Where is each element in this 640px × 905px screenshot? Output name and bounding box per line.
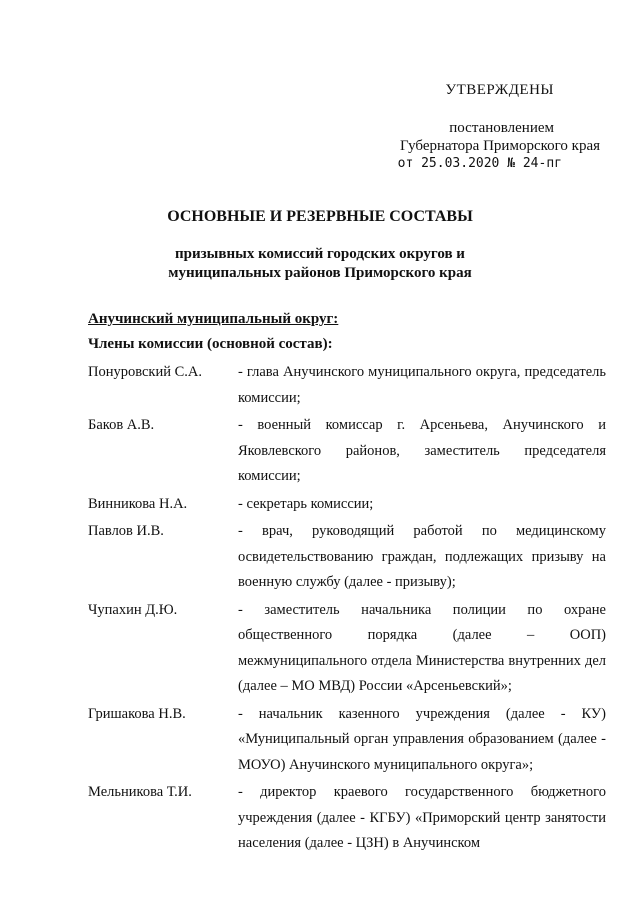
approved-stamp: УТВЕРЖДЕНЫ: [445, 82, 554, 98]
member-role: - заместитель начальника полиции по охране общественного порядка (далее – ООП) межмуниципального отдела Министерства внутренних дел (далее – МО МВД) России «Арсеньевский»;: [238, 601, 606, 694]
member-name: Винникова Н.А.: [88, 495, 188, 512]
member-role: - глава Анучинского муниципального округа, председатель комиссии;: [238, 364, 606, 406]
member-row: [88, 598, 606, 700]
member-name: Гришакова Н.В.: [88, 705, 186, 722]
member-row: [88, 519, 606, 596]
member-role: - секретарь комиссии;: [238, 495, 374, 512]
member-name: Павлов И.В.: [88, 523, 164, 539]
member-role: - начальник казенного учреждения (далее - КУ) «Муниципальный орган управления образованием (далее - МОУО) Анучинского муниципального округа»;: [238, 705, 606, 773]
member-row: [88, 492, 606, 518]
member-row: [88, 413, 606, 490]
member-role: - директор краевого государственного бюджетного учреждения (далее - КГБУ) «Приморский центр занятости населения (далее - ЦЗН) в Анучинском: [238, 784, 606, 851]
member-name: Мельникова Т.И.: [88, 784, 192, 800]
members-list: [88, 360, 606, 859]
governor-line: Губернатора Приморского края: [400, 138, 600, 154]
decree-date-number: от 25.03.2020 № 24-пг: [397, 156, 562, 171]
document-subtitle: [0, 245, 640, 283]
subtitle-line-1: призывных комиссий городских округов и: [175, 246, 465, 262]
member-row: [88, 780, 606, 857]
member-row: [88, 360, 606, 411]
member-role: - военный комиссар г. Арсеньева, Анучинского и Яковлевского районов, заместитель председателя комиссии;: [238, 417, 606, 484]
subtitle-line-2: муниципальных районов Приморского края: [168, 265, 472, 281]
members-heading: Члены комиссии (основной состав):: [88, 336, 333, 352]
member-role: - врач, руководящий работой по медицинскому освидетельствованию граждан, подлежащих призыву на военную службу (далее - призыву);: [238, 523, 606, 590]
document-title: ОСНОВНЫЕ И РЕЗЕРВНЫЕ СОСТАВЫ: [167, 208, 473, 225]
member-name: Чупахин Д.Ю.: [88, 601, 178, 618]
member-name: Понуровский С.А.: [88, 364, 203, 380]
decree-line: постановлением: [449, 120, 554, 136]
district-heading: Анучинский муниципальный округ:: [88, 311, 339, 327]
member-name: Баков А.В.: [88, 417, 155, 433]
member-row: [88, 702, 606, 779]
